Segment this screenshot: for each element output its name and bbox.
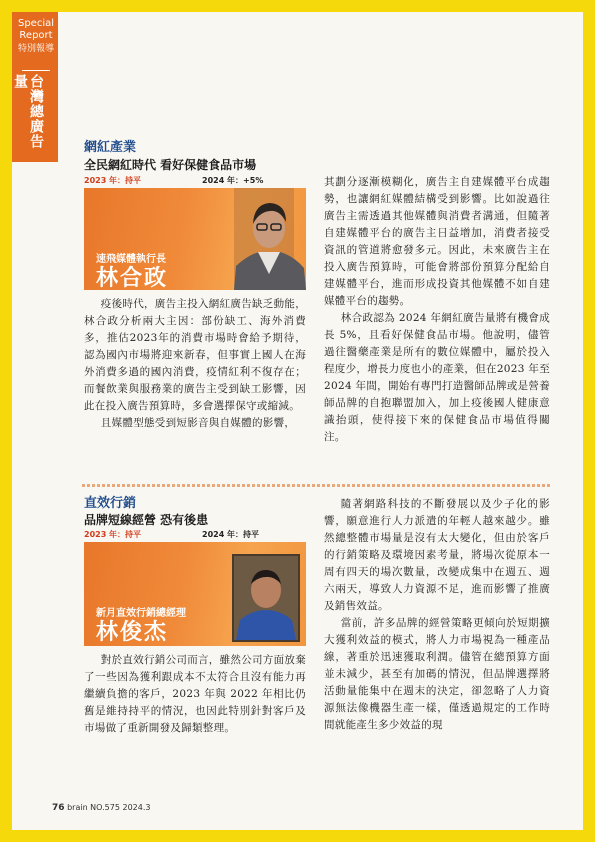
- section2-role: 新月直效行銷總經理: [96, 608, 186, 619]
- section1-right-column: [324, 174, 550, 446]
- section2-right-column: [324, 496, 550, 734]
- section1-left-column: [84, 296, 306, 432]
- section1-person-name: 林合政: [96, 266, 169, 290]
- tab-divider: [22, 70, 50, 71]
- section2-right-paragraph: 隨著網路科技的不斷發展以及少子化的影響，願意進行人力派遣的年輕人越來越少。雖然總整體市場量是沒有太大變化，但由於客戶的行銷策略及環境因素考量，將場次從原本一周有四天的場次數量，改變成集中在週五、週六兩天，導致人力資源不足，進而影響了推廣及銷售效益。: [324, 498, 550, 612]
- section2-left-paragraph: 對於直效行銷公司而言，雖然公司方面放棄了一些因為獲利跟成本不太符合且沒有能力再繼續負擔的客戶，2023 年與 2022 年相比仍舊是維持持平的情況，也因此特別針對客戶及市場做了重新開發及歸類整理。: [84, 654, 306, 734]
- section1-left-paragraph-2: 且媒體型態受到短影音與自媒體的影響，: [100, 417, 296, 429]
- section1-role: 速飛媒體執行長: [96, 254, 166, 265]
- section2-category: 直效行銷: [84, 496, 137, 511]
- section1-right-paragraph: 其劃分逐漸模糊化，廣告主自建媒體平台成趨勢，也讓網紅媒體結構受到影響。比如說過往廣告主需透過其他媒體與消費者溝通，但隨著自建媒體平台的廣告主日益增加，消費者接受資訊的管道將愈發多元。因此，未來廣告主在投入廣告預算時，可能會將部份預算分配給自建媒體平台，進而形成投資其他媒體不如自建媒體平台的趨勢。: [324, 176, 550, 307]
- magazine-page: [12, 12, 583, 830]
- page-footer: [52, 803, 151, 813]
- special-report-label: Special Report: [17, 18, 55, 41]
- section-vertical-title: 台灣總廣告量: [12, 74, 44, 149]
- section1-2024-forecast: 2024 年：+5%: [202, 176, 264, 185]
- section1-category: 網紅產業: [84, 140, 137, 155]
- section2-2024-forecast: 2024 年：持平: [202, 530, 260, 539]
- section1-right-paragraph-2: 林合政認為 2024 年網紅廣告量將有機會成長 5%，且看好保健食品市場。他說明，儘管過往醫藥產業是所有的數位媒體中，屬於投入程度少，增長力度也小的產業，但在2023 年至 2024 年間，開始有專門打造醫師品牌或是營養師品牌的自抱聯盟加入，加上疫後國人健康意識抬頭，使得接下來的保健食品市場值得關注。: [324, 312, 550, 443]
- section-divider: [82, 484, 552, 487]
- issue-info: brain NO.575 2024.3: [67, 803, 151, 812]
- special-report-cn-label: 特別報導: [17, 44, 54, 54]
- section2-headline: 品牌短線經營 恐有後患: [84, 513, 209, 527]
- section1-portrait: [84, 188, 306, 290]
- section2-left-column: [84, 652, 306, 737]
- special-report-tab: [12, 12, 58, 162]
- section2-person-name: 林俊杰: [96, 620, 169, 645]
- section1-headline: 全民網紅時代 看好保健食品市場: [84, 158, 257, 172]
- section2-right-paragraph-2: 當前，許多品牌的經營策略更傾向於短期擴大獲利效益的模式，將人力市場視為一種產品線，著重於迅速獲取利潤。儘管在總預算方面並未減少，甚至有加碼的情況，但品牌選擇將活動量能集中在週末的決定，卻忽略了人力資源無法像機器生產一樣，僅透過規定的工作時間就能產生多少效益的現: [324, 617, 550, 731]
- section2-2023-forecast: 2023 年：持平: [84, 530, 142, 539]
- section1-left-paragraph: 疫後時代，廣告主投入網紅廣告缺乏動能，林合政分析兩大主因：部份缺工、海外消費多，推估2023年的消費市場時會給予期待，認為國內市場將迎來新春，但事實上國人在海外消費多過的國內消費，疫情紅利不復存在；而餐飲業與服務業的廣告主受到缺工影響，因此在投入廣告預算時，多會選擇保守或縮減。: [84, 298, 306, 412]
- section2-portrait: [84, 542, 306, 646]
- page-number: 76: [52, 803, 65, 813]
- section1-2023-forecast: 2023 年：持平: [84, 176, 142, 185]
